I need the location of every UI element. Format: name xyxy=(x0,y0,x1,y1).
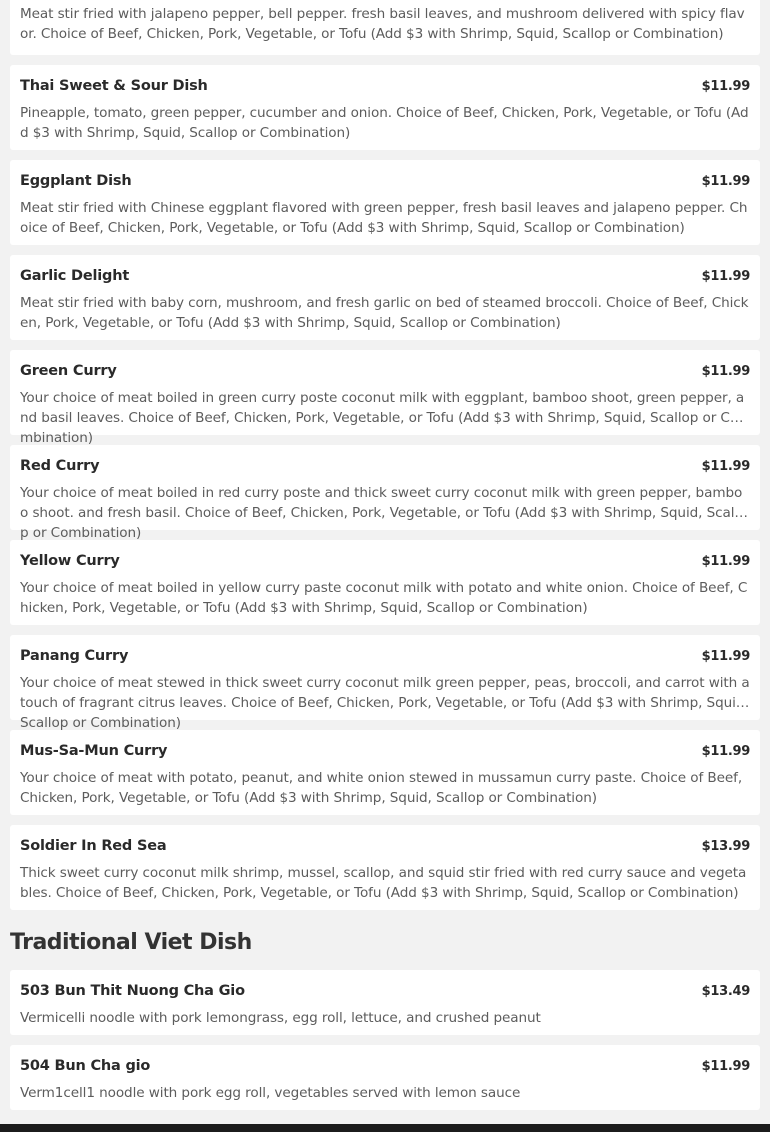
menu-item-card[interactable] xyxy=(10,350,760,446)
bottom-bar xyxy=(0,1124,770,1132)
menu-item-name: Eggplant Dish xyxy=(20,173,132,189)
menu-item-description: Meat stir fried with Chinese eggplant flavored with green pepper, fresh basil leaves and jalapeno pepper. Choice of Beef, Chicken, Pork, Vegetable, or Tofu (Add $3 with Shrimp, Squid, Scallop or Combination) xyxy=(20,200,748,236)
menu-item-description: Your choice of meat with potato, peanut, and white onion stewed in mussamun curry paste. Choice of Beef, Chicken, Pork, Vegetable, or Tofu (Add $3 with Shrimp, Squid, Scallop or Combination) xyxy=(20,770,743,806)
menu-item-price: $11.99 xyxy=(701,743,750,759)
menu-item-description: Your choice of meat boiled in red curry poste and thick sweet curry coconut milk with green pepper, bamboo shoot. and fresh basil. Choice of Beef, Chicken, Pork, Vegetable, or Tofu (Add $3 with Shrimp, Squid, Scallop or Combination) xyxy=(20,485,747,541)
menu-item-name: Green Curry xyxy=(20,363,117,379)
menu-item-card[interactable] xyxy=(10,635,760,731)
menu-item-name: Thai Sweet & Sour Dish xyxy=(20,78,208,94)
menu-item-price: $11.99 xyxy=(701,78,750,94)
menu-item-description: Your choice of meat boiled in green curry poste coconut milk with eggplant, bamboo shoot, green pepper, and basil leaves. Choice of Beef, Chicken, Pork, Vegetable, or Tofu (Add $3 with Shrimp, Squid, Scallop or Combination) xyxy=(20,390,745,446)
menu-item-card[interactable] xyxy=(10,970,760,1035)
menu-item-description: Meat stir fried with jalapeno pepper, bell pepper. fresh basil leaves, and mushroom delivered with spicy flavor. Choice of Beef, Chicken, Pork, Vegetable, or Tofu (Add $3 with Shrimp, Squid, Scallop or Combination) xyxy=(20,6,745,42)
menu-item-price: $13.49 xyxy=(701,983,750,999)
menu-item-name: 503 Bun Thit Nuong Cha Gio xyxy=(20,983,245,999)
menu-item-price: $11.99 xyxy=(701,1058,750,1074)
menu-item-description: Verm1cell1 noodle with pork egg roll, vegetables served with lemon sauce xyxy=(20,1085,521,1101)
menu-item-name: Yellow Curry xyxy=(20,553,120,569)
menu-item-description: Your choice of meat boiled in yellow curry paste coconut milk with potato and white onion. Choice of Beef, Chicken, Pork, Vegetable, or Tofu (Add $3 with Shrimp, Squid, Scallop or Combination) xyxy=(20,580,748,616)
menu-item-price: $11.99 xyxy=(701,268,750,284)
menu-item-card[interactable] xyxy=(10,0,760,55)
menu-item-price: $11.99 xyxy=(701,458,750,474)
menu-item-card[interactable] xyxy=(10,160,760,245)
menu-item-card[interactable] xyxy=(10,1045,760,1110)
menu-item-name: Mus-Sa-Mun Curry xyxy=(20,743,168,759)
menu-item-card[interactable] xyxy=(10,825,760,910)
menu-item-name: 504 Bun Cha gio xyxy=(20,1058,151,1074)
menu-item-card[interactable] xyxy=(10,65,760,150)
menu-item-name: Red Curry xyxy=(20,458,100,474)
menu-item-description: Vermicelli noodle with pork lemongrass, egg roll, lettuce, and crushed peanut xyxy=(20,1010,541,1026)
menu-item-price: $11.99 xyxy=(701,553,750,569)
menu-item-card[interactable] xyxy=(10,445,760,541)
menu-item-price: $11.99 xyxy=(701,363,750,379)
menu-item-description: Meat stir fried with baby corn, mushroom, and fresh garlic on bed of steamed broccoli. Choice of Beef, Chicken, Pork, Vegetable, or Tofu (Add $3 with Shrimp, Squid, Scallop or Combination) xyxy=(20,295,749,331)
menu-item-price: $11.99 xyxy=(701,648,750,664)
menu-item-card[interactable] xyxy=(10,255,760,340)
menu-item-description: Pineapple, tomato, green pepper, cucumber and onion. Choice of Beef, Chicken, Pork, Vegetable, or Tofu (Add $3 with Shrimp, Squid, Scallop or Combination) xyxy=(20,105,749,141)
section-heading: Traditional Viet Dish xyxy=(10,930,252,955)
menu-item-name: Panang Curry xyxy=(20,648,129,664)
menu-item-card[interactable] xyxy=(10,540,760,625)
menu-item-name: Soldier In Red Sea xyxy=(20,838,167,854)
menu-item-description: Your choice of meat stewed in thick sweet curry coconut milk green pepper, peas, broccoli, and carrot with a touch of fragrant citrus leaves. Choice of Beef, Chicken, Pork, Vegetable, or Tofu (Add $3 with Shrimp, Squid, Scallop or Combination) xyxy=(20,675,750,731)
menu-item-card[interactable] xyxy=(10,730,760,815)
menu-item-name: Garlic Delight xyxy=(20,268,130,284)
menu-item-price: $13.99 xyxy=(701,838,750,854)
menu-item-description: Thick sweet curry coconut milk shrimp, mussel, scallop, and squid stir fried with red curry sauce and vegetables. Choice of Beef, Chicken, Pork, Vegetable, or Tofu (Add $3 with Shrimp, Squid, Scallop or Combination) xyxy=(20,865,747,901)
menu-item-price: $11.99 xyxy=(701,173,750,189)
